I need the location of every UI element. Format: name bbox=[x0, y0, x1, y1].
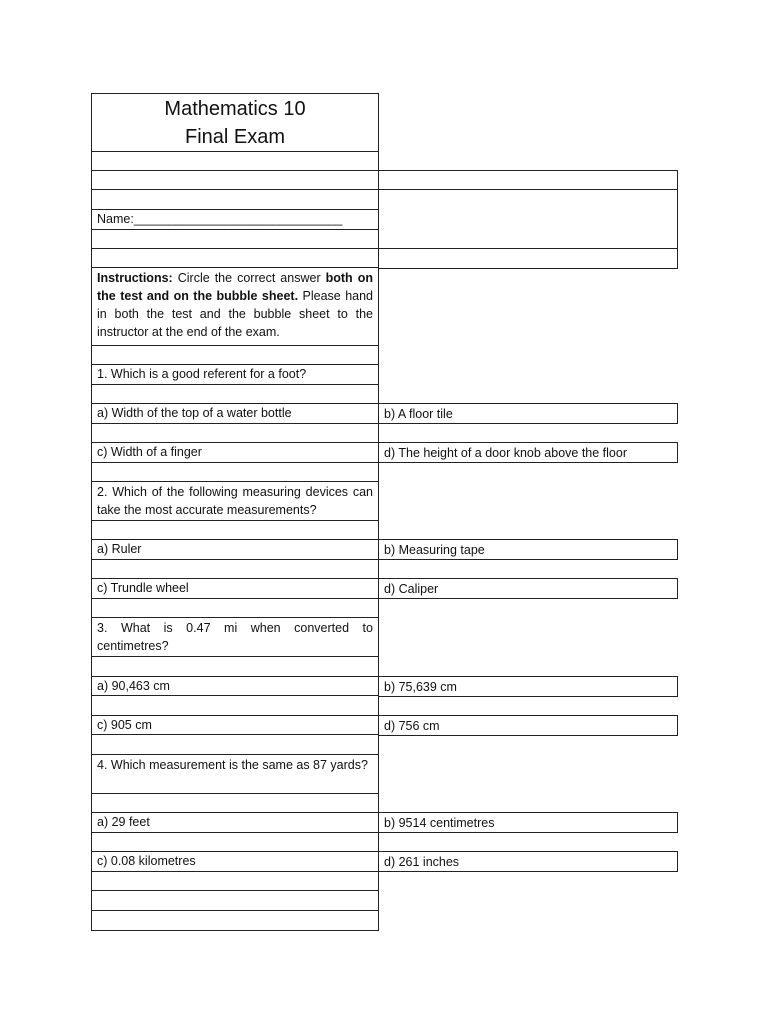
choice-b[interactable]: b) A floor tile bbox=[384, 406, 453, 421]
question-prompt-3: 3. What is 0.47 mi when converted to centimetres? bbox=[97, 621, 373, 653]
instructions-text-1: Circle the correct answer bbox=[172, 271, 326, 285]
choice-d[interactable]: d) Caliper bbox=[384, 581, 439, 596]
right-header-divider bbox=[378, 248, 678, 249]
question-prompt-2: 2. Which of the following measuring devices can take the most accurate measurements? bbox=[97, 485, 373, 517]
right-header-divider bbox=[378, 189, 678, 190]
choice-d[interactable]: d) 261 inches bbox=[384, 854, 460, 869]
choice-c[interactable]: c) 905 cm bbox=[97, 718, 152, 732]
choice-c[interactable]: c) Trundle wheel bbox=[97, 581, 189, 595]
question-prompt-1: 1. Which is a good referent for a foot? bbox=[97, 367, 307, 381]
choice-c[interactable]: c) Width of a finger bbox=[97, 445, 202, 459]
instructions-emphasis: both on the test and on the bubble sheet. bbox=[97, 271, 373, 303]
choice-b[interactable]: b) 75,639 cm bbox=[384, 679, 457, 694]
choice-d[interactable]: d) 756 cm bbox=[384, 718, 440, 733]
choice-d[interactable]: d) The height of a door knob above the floor bbox=[384, 445, 627, 460]
name-field-label: Name:______________________________ bbox=[97, 212, 343, 226]
instructions-lead: Instructions: bbox=[97, 271, 173, 285]
choice-c[interactable]: c) 0.08 kilometres bbox=[97, 854, 196, 868]
exam-title-line1: Mathematics 10 bbox=[164, 98, 306, 120]
exam-title-line2: Final Exam bbox=[184, 126, 286, 148]
choice-b[interactable]: b) 9514 centimetres bbox=[384, 815, 495, 830]
choice-a[interactable]: a) 90,463 cm bbox=[97, 679, 170, 693]
instructions-text-2: Please hand in both the test and the bubble sheet to the instructor at the end of the exam. bbox=[97, 289, 374, 339]
instructions bbox=[91, 268, 379, 345]
right-header-box bbox=[378, 170, 678, 269]
choice-b[interactable]: b) Measuring tape bbox=[384, 542, 485, 557]
question-prompt-4: 4. Which measurement is the same as 87 yards? bbox=[97, 758, 368, 772]
choice-a[interactable]: a) Width of the top of a water bottle bbox=[97, 406, 292, 420]
choice-a[interactable]: a) 29 feet bbox=[97, 815, 150, 829]
choice-a[interactable]: a) Ruler bbox=[97, 542, 142, 556]
